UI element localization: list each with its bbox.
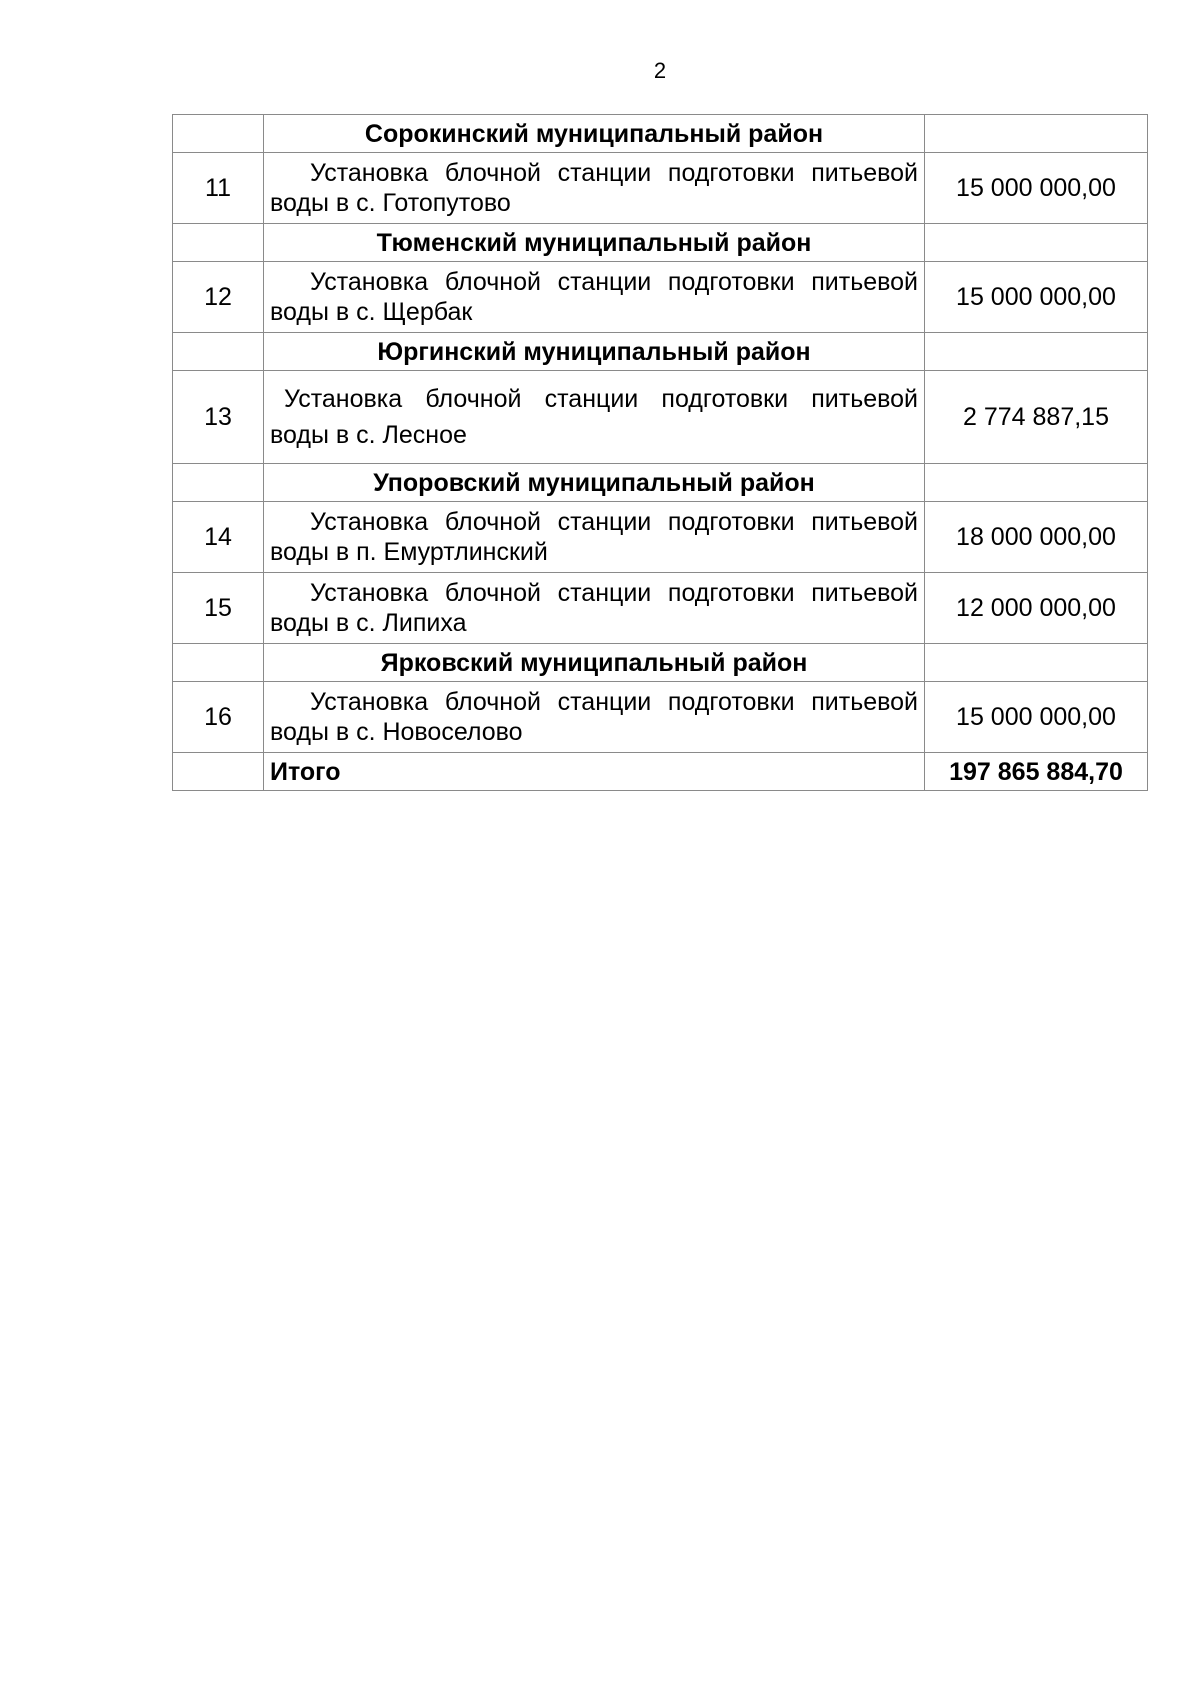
row-description: Установка блочной станции подготовки питьевой воды в с. Лесное bbox=[264, 371, 925, 464]
row-number: 12 bbox=[173, 262, 264, 333]
row-number: 15 bbox=[173, 573, 264, 644]
row-description: Установка блочной станции подготовки питьевой воды в п. Емуртлинский bbox=[264, 502, 925, 573]
row-amount: 15 000 000,00 bbox=[925, 262, 1148, 333]
table-cell-empty bbox=[173, 115, 264, 153]
row-description: Установка блочной станции подготовки питьевой воды в с. Готопутово bbox=[264, 153, 925, 224]
district-name: Сорокинский муниципальный район bbox=[264, 115, 925, 153]
table-cell-empty bbox=[925, 333, 1148, 371]
row-number: 14 bbox=[173, 502, 264, 573]
district-row-tyumensky bbox=[173, 224, 1148, 262]
table-row bbox=[173, 573, 1148, 644]
row-number: 16 bbox=[173, 682, 264, 753]
district-row-yarkovsky bbox=[173, 644, 1148, 682]
table-cell-empty bbox=[173, 644, 264, 682]
row-number: 13 bbox=[173, 371, 264, 464]
district-name: Юргинский муниципальный район bbox=[264, 333, 925, 371]
table-row bbox=[173, 682, 1148, 753]
table-row bbox=[173, 371, 1148, 464]
row-description: Установка блочной станции подготовки питьевой воды в с. Липиха bbox=[264, 573, 925, 644]
district-row-uporovsky bbox=[173, 464, 1148, 502]
table-cell-empty bbox=[173, 333, 264, 371]
row-amount: 15 000 000,00 bbox=[925, 153, 1148, 224]
table-cell-empty bbox=[925, 644, 1148, 682]
district-name: Упоровский муниципальный район bbox=[264, 464, 925, 502]
row-description: Установка блочной станции подготовки питьевой воды в с. Новоселово bbox=[264, 682, 925, 753]
table-row bbox=[173, 153, 1148, 224]
table-row bbox=[173, 262, 1148, 333]
row-description: Установка блочной станции подготовки питьевой воды в с. Щербак bbox=[264, 262, 925, 333]
total-label: Итого bbox=[264, 753, 925, 791]
district-row-yurginsky bbox=[173, 333, 1148, 371]
funding-table bbox=[172, 114, 1148, 791]
table-cell-empty bbox=[173, 224, 264, 262]
table-cell-empty bbox=[925, 464, 1148, 502]
district-name: Тюменский муниципальный район bbox=[264, 224, 925, 262]
district-row-sorokinsky bbox=[173, 115, 1148, 153]
row-amount: 18 000 000,00 bbox=[925, 502, 1148, 573]
table-cell-empty bbox=[925, 224, 1148, 262]
table-cell-empty bbox=[173, 464, 264, 502]
total-amount: 197 865 884,70 bbox=[925, 753, 1148, 791]
row-amount: 15 000 000,00 bbox=[925, 682, 1148, 753]
row-amount: 12 000 000,00 bbox=[925, 573, 1148, 644]
row-amount: 2 774 887,15 bbox=[925, 371, 1148, 464]
table-cell-empty bbox=[925, 115, 1148, 153]
page-number: 2 bbox=[653, 58, 667, 83]
table-cell-empty bbox=[173, 753, 264, 791]
total-row bbox=[173, 753, 1148, 791]
table-row bbox=[173, 502, 1148, 573]
district-name: Ярковский муниципальный район bbox=[264, 644, 925, 682]
row-number: 11 bbox=[173, 153, 264, 224]
